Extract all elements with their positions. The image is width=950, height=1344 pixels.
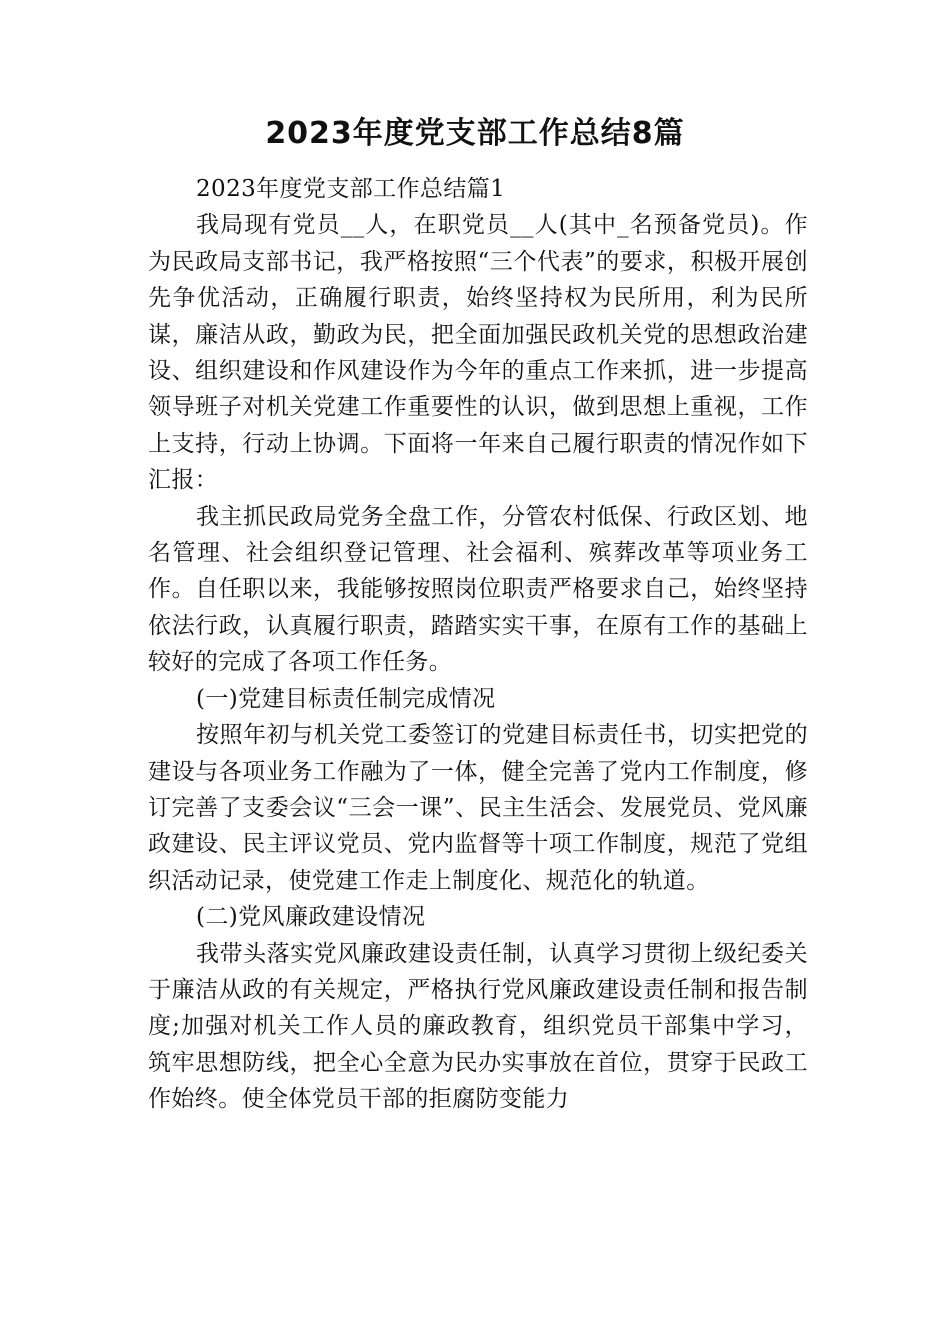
subsection-heading: (一)党建目标责任制完成情况 bbox=[196, 685, 496, 712]
body-paragraph: 我主抓民政局党务全盘工作，分管农村低保、行政区划、地名管理、社会组织登记管理、社会福利、殡葬改革等项业务工作。自任职以来，我能够按照岗位职责严格要求自己，始终坚持依法行政，认真履行职责，踏踏实实干事，在原有工作的基础上较好的完成了各项工作任务。 bbox=[148, 503, 808, 676]
body-paragraph: 我局现有党员__人，在职党员__人(其中_名预备党员)。作为民政局支部书记，我严格按照“三个代表”的要求，积极开展创先争优活动，正确履行职责，始终坚持权为民所用，利为民所谋，廉洁从政，勤政为民，把全面加强民政机关党的思想政治建设、组织建设和作风建设作为今年的重点工作来抓，进一步提高领导班子对机关党建工作重要性的认识，做到思想上重视，工作上支持，行动上协调。下面将一年来自己履行职责的情况作如下汇报： bbox=[148, 212, 808, 494]
body-paragraph: 按照年初与机关党工委签订的党建目标责任书，切实把党的建设与各项业务工作融为了一体，健全完善了党内工作制度，修订完善了支委会议“三会一课”、民主生活会、发展党员、党风廉政建设、民主评议党员、党内监督等十项工作制度，规范了党组织活动记录，使党建工作走上制度化、规范化的轨道。 bbox=[148, 722, 808, 894]
subsection-heading: (二)党风廉政建设情况 bbox=[196, 904, 426, 931]
section-heading: 2023年度党支部工作总结篇1 bbox=[196, 176, 506, 202]
document-body bbox=[148, 171, 808, 1118]
body-paragraph: 我带头落实党风廉政建设责任制，认真学习贯彻上级纪委关于廉洁从政的有关规定，严格执行党风廉政建设责任制和报告制度;加强对机关工作人员的廉政教育，组织党员干部集中学习，筑牢思想防线，把全心全意为民办实事放在首位，贯穿于民政工作始终。使全体党员干部的拒腐防变能力 bbox=[148, 940, 808, 1113]
document-title: 2023年度党支部工作总结8篇 bbox=[265, 116, 685, 151]
